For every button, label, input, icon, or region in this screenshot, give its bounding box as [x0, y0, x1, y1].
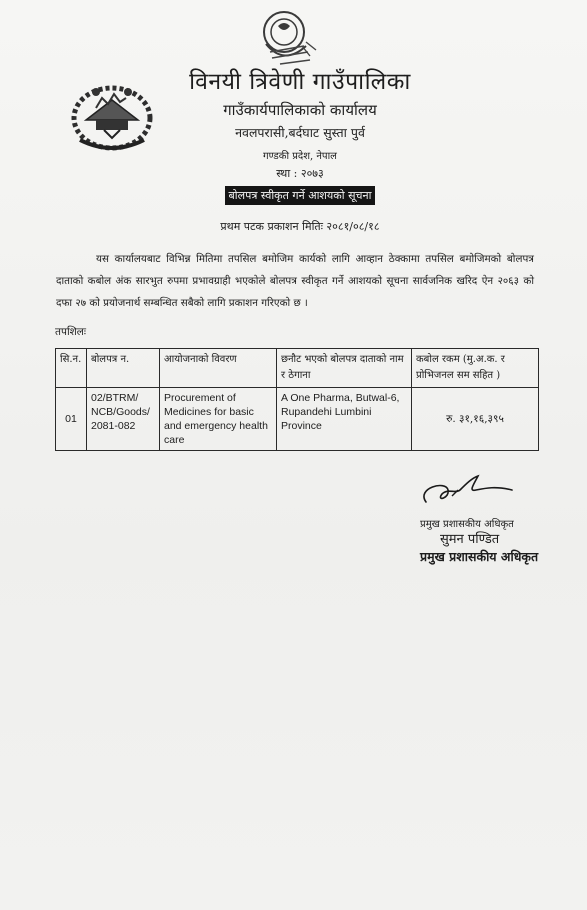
header-project-description: आयोजनाको विवरण	[160, 349, 277, 388]
notice-body-paragraph: यस कार्यालयबाट विभिन्न मितिमा तपसिल बमोजिम कार्यको लागि आव्हान ठेक्कामा तपसिल बमोजिमको बोलपत्र दाताको कबोल अंक सारभुत रुपमा प्रभावग्राही भएकोले बोलपत्र स्वीकृत गर्ने आशयको सूचना सार्वजनिक खरिद ऐन २०६३ को दफा २७ को प्रयोजनार्थ सम्बन्धित सबैको लागि प्रकाशन गरिएको छ ।	[56, 253, 534, 309]
header-bid-no: बोलपत्र न.	[87, 349, 160, 388]
cell-bid-amount: रु. ३१,१६,३९५	[412, 388, 539, 451]
signatory-name: सुमन पण्डित	[440, 532, 500, 547]
established-year: स्था : २०७३	[276, 167, 324, 180]
signature-title-handwritten: प्रमुख प्रशासकीय अधिकृत	[420, 519, 514, 530]
publication-date: प्रथम पटक प्रकाशन मितिः २०८१/०८/१८	[220, 220, 380, 233]
table-header-row	[56, 349, 539, 388]
notice-body	[56, 248, 534, 314]
details-label: तपशिलः	[55, 326, 87, 338]
header-bid-amount: कबोल रकम (मु.अ.क. र प्रोभिजनल सम सहित )	[412, 349, 539, 388]
notice-title-banner	[120, 184, 480, 205]
cell-bid-no: 02/BTRM/ NCB/Goods/ 2081-082	[87, 388, 160, 451]
header-selected-bidder: छनौट भएको बोलपत्र दाताको नाम र ठेगाना	[277, 349, 412, 388]
office-name: गाउँकार्यपालिकाको कार्यालय	[223, 101, 377, 119]
notice-title: बोलपत्र स्वीकृत गर्ने आशयको सूचना	[225, 186, 376, 205]
cell-selected-bidder: A One Pharma, Butwal-6, Rupandehi Lumbini Province	[277, 388, 412, 451]
municipality-title: विनयी त्रिवेणी गाउँपालिका	[189, 69, 411, 95]
signatory-title: प्रमुख प्रशासकीय अधिकृत	[420, 549, 539, 564]
province-line: गण्डकी प्रदेश, नेपाल	[263, 151, 337, 162]
cell-project-description: Procurement of Medicines for basic and emergency health care	[160, 388, 277, 451]
handwritten-signature	[416, 468, 526, 514]
cell-serial-no: 01	[56, 388, 87, 451]
header-serial-no: सि.न.	[56, 349, 87, 388]
table-row	[56, 388, 539, 451]
tender-table	[55, 348, 539, 451]
office-address: नवलपरासी,बर्दघाट सुस्ता पुर्व	[235, 125, 365, 140]
